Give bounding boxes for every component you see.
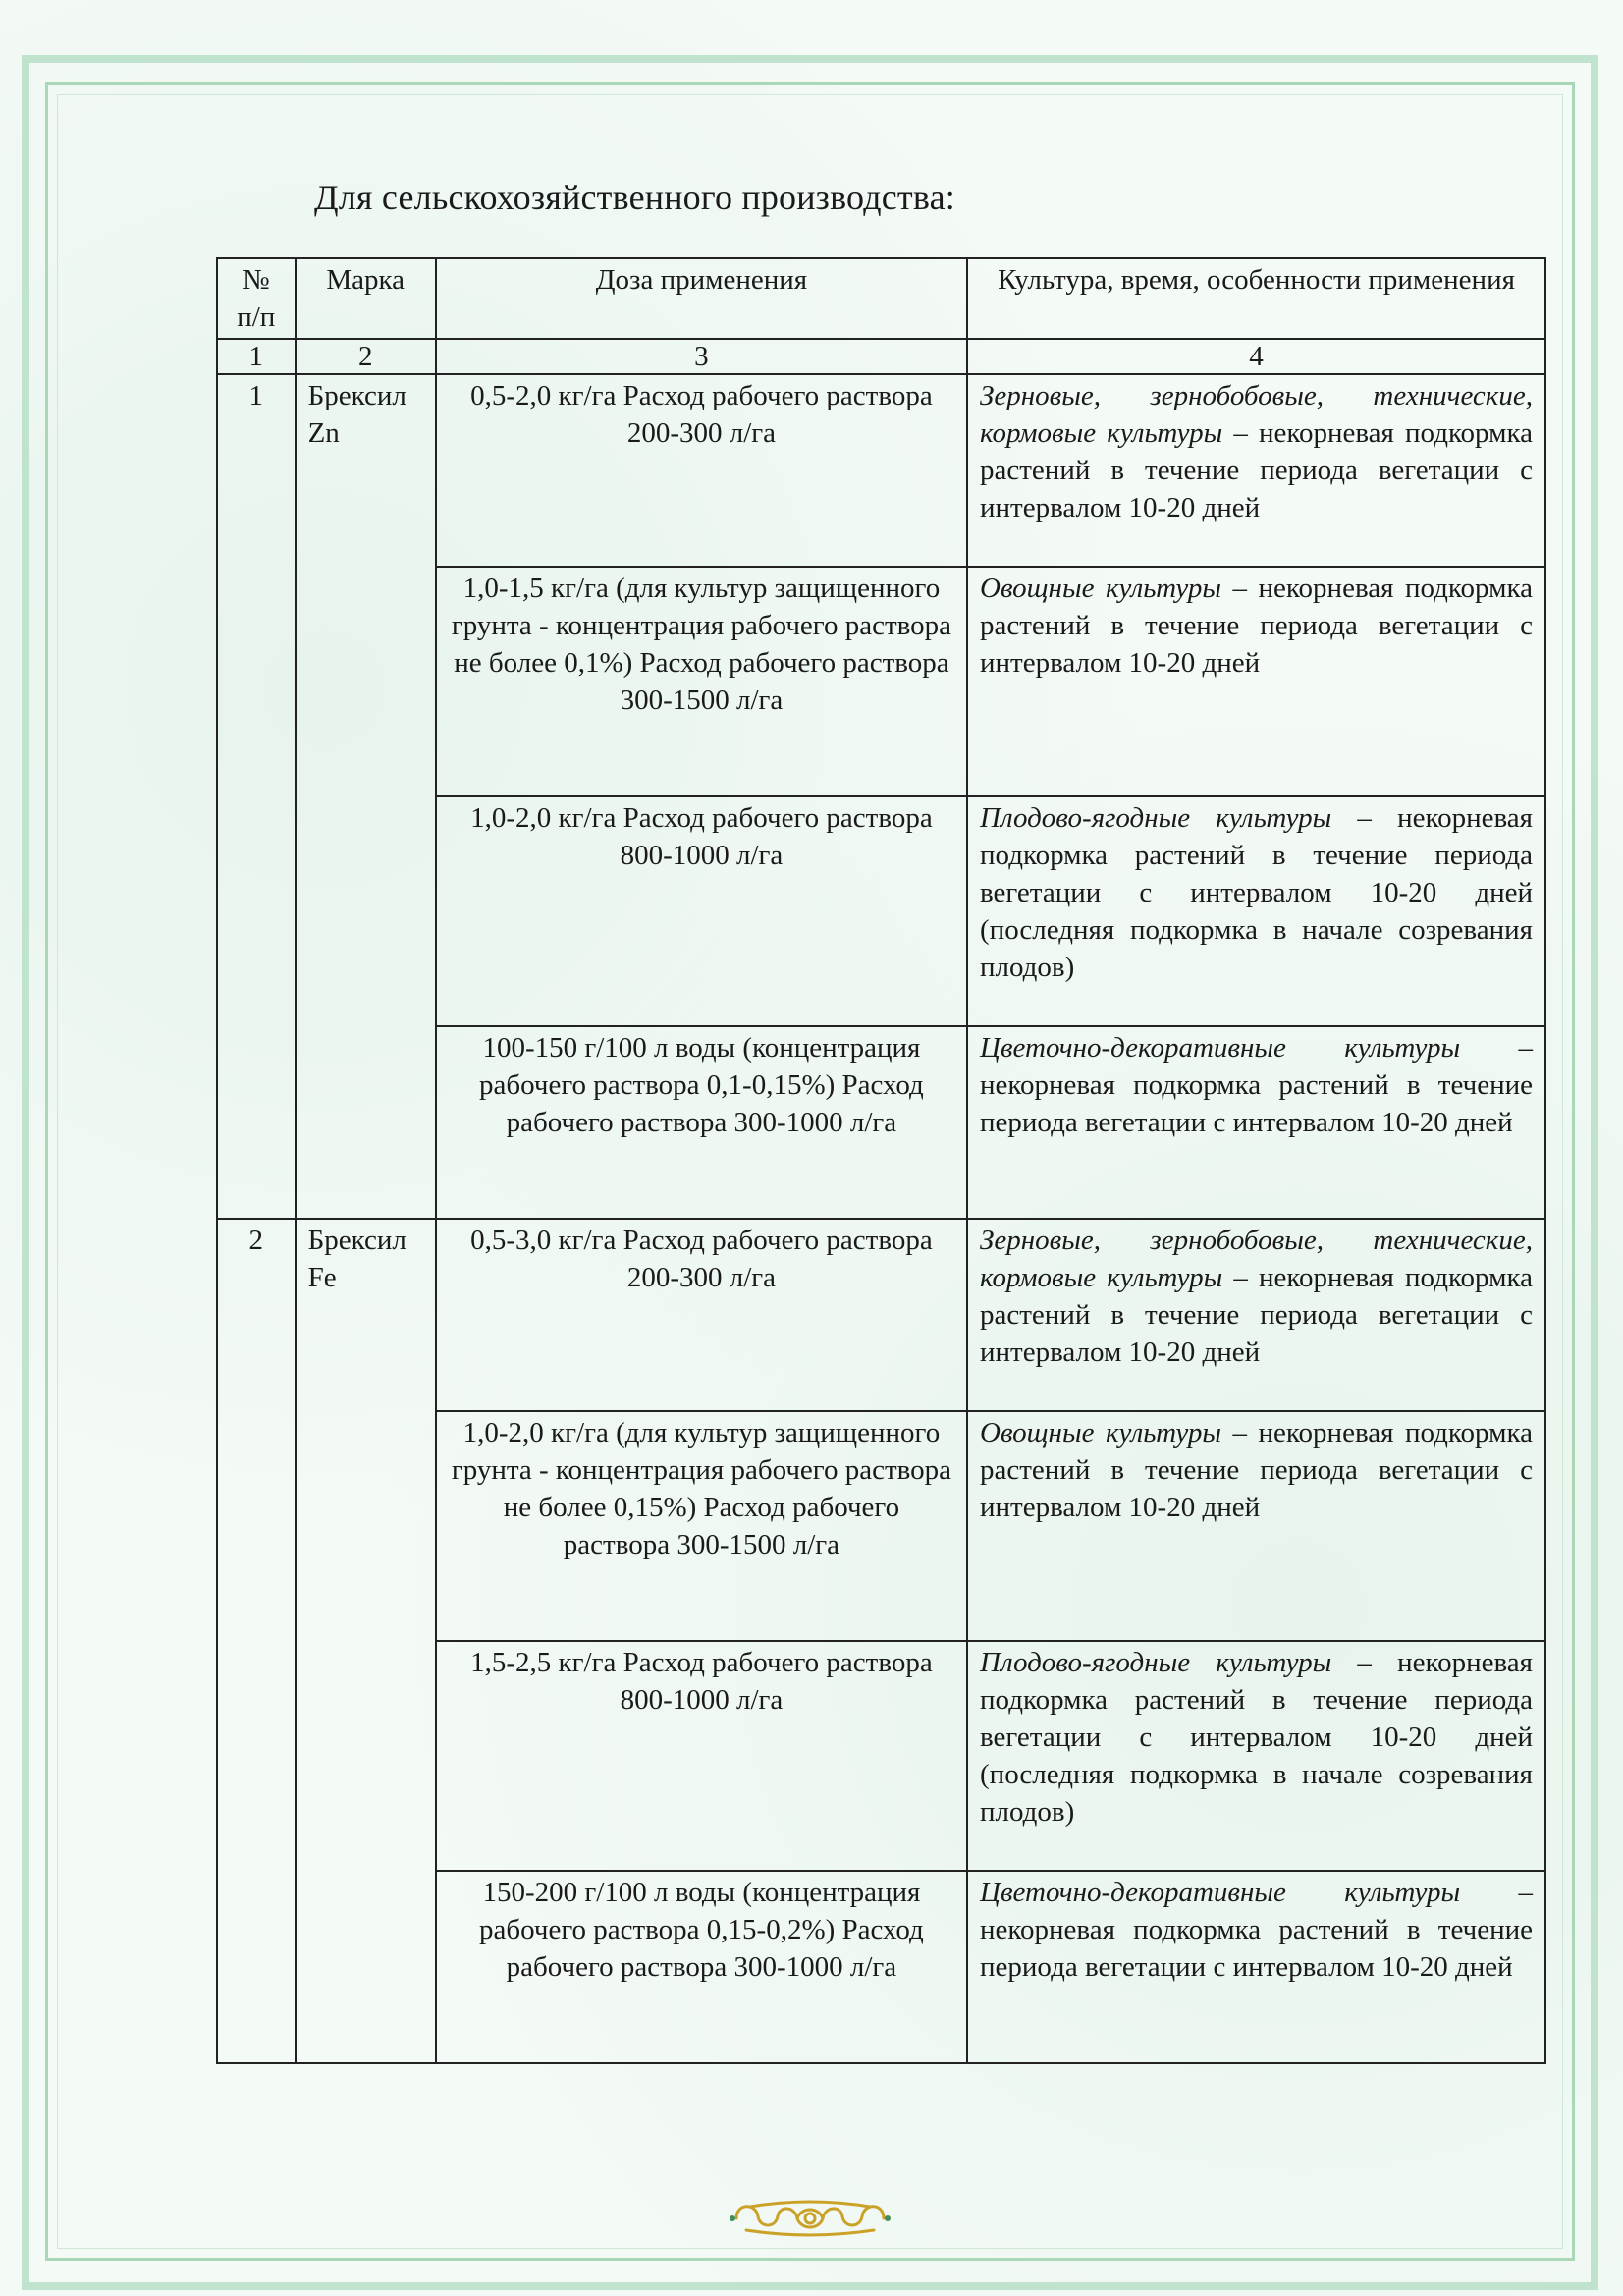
crop-name: Овощные культуры xyxy=(980,1417,1221,1449)
crop-description: – некорневая подкормка растений в течение периода вегетации с интервалом 10-20 дней xyxy=(980,1262,1533,1368)
crop-cell xyxy=(967,1871,1545,2063)
product-number: 2 xyxy=(217,1219,296,2063)
crop-cell xyxy=(967,1219,1545,1411)
crop-cell xyxy=(967,567,1545,796)
dose-cell: 100-150 г/100 л воды (концентрация рабочего раствора 0,1-0,15%) Расход рабочего раствора 300-1000 л/га xyxy=(436,1026,967,1219)
crop-description: – некорневая подкормка растений в течение периода вегетации с интервалом 10-20 дней xyxy=(980,417,1533,523)
table-header-row xyxy=(217,258,1545,339)
dose-cell: 1,5-2,5 кг/га Расход рабочего раствора 800-1000 л/га xyxy=(436,1641,967,1871)
crop-name: Зерновые, зернобобовые, технические, кормовые культуры xyxy=(980,1225,1533,1293)
header-brand: Марка xyxy=(296,258,436,339)
crop-cell xyxy=(967,374,1545,567)
header-crop: Культура, время, особенности применения xyxy=(967,258,1545,339)
crop-description: – некорневая подкормка растений в течение периода вегетации с интервалом 10-20 дней xyxy=(980,1417,1533,1523)
dose-cell: 1,0-1,5 кг/га (для культур защищенного грунта - концентрация рабочего раствора не более 0,1%) Расход рабочего раствора 300-1500 л/га xyxy=(436,567,967,796)
column-number: 4 xyxy=(967,339,1545,374)
crop-name: Цветочно-декоративные культуры xyxy=(980,1877,1461,1908)
crop-description: – некорневая подкормка растений в течение периода вегетации с интервалом 10-20 дней xyxy=(980,1877,1533,1983)
crop-name: Плодово-ягодные культуры xyxy=(980,1647,1332,1678)
header-num: № п/п xyxy=(217,258,296,339)
product-number: 1 xyxy=(217,374,296,1219)
decorative-ornament-icon xyxy=(727,2195,893,2242)
crop-description: – некорневая подкормка растений в течение периода вегетации с интервалом 10-20 дней (последняя подкормка в начале созревания плодов) xyxy=(980,1647,1533,1828)
dose-cell: 0,5-3,0 кг/га Расход рабочего раствора 200-300 л/га xyxy=(436,1219,967,1411)
crop-name: Плодово-ягодные культуры xyxy=(980,802,1332,834)
crop-name: Овощные культуры xyxy=(980,573,1221,604)
crop-cell xyxy=(967,796,1545,1026)
table-row xyxy=(217,374,1545,567)
column-number: 2 xyxy=(296,339,436,374)
crop-description: – некорневая подкормка растений в течение периода вегетации с интервалом 10-20 дней (последняя подкормка в начале созревания плодов) xyxy=(980,802,1533,983)
crop-description: – некорневая подкормка растений в течение периода вегетации с интервалом 10-20 дней xyxy=(980,573,1533,679)
crop-name: Цветочно-декоративные культуры xyxy=(980,1032,1461,1064)
column-number: 1 xyxy=(217,339,296,374)
crop-cell xyxy=(967,1411,1545,1641)
product-brand: Брексил Fe xyxy=(296,1219,436,2063)
dose-cell: 150-200 г/100 л воды (концентрация рабочего раствора 0,15-0,2%) Расход рабочего раствора 300-1000 л/га xyxy=(436,1871,967,2063)
product-brand: Брексил Zn xyxy=(296,374,436,1219)
crop-description: – некорневая подкормка растений в течение периода вегетации с интервалом 10-20 дней xyxy=(980,1032,1533,1138)
dose-cell: 0,5-2,0 кг/га Расход рабочего раствора 200-300 л/га xyxy=(436,374,967,567)
crop-name: Зерновые, зернобобовые, технические, кормовые культуры xyxy=(980,380,1533,449)
dose-cell: 1,0-2,0 кг/га Расход рабочего раствора 800-1000 л/га xyxy=(436,796,967,1026)
crop-cell xyxy=(967,1026,1545,1219)
header-dose: Доза применения xyxy=(436,258,967,339)
crop-cell xyxy=(967,1641,1545,1871)
application-table xyxy=(216,257,1546,2064)
dose-cell: 1,0-2,0 кг/га (для культур защищенного грунта - концентрация рабочего раствора не более 0,15%) Расход рабочего раствора 300-1500 л/га xyxy=(436,1411,967,1641)
column-number: 3 xyxy=(436,339,967,374)
document-title: Для сельскохозяйственного производства: xyxy=(314,178,955,217)
table-column-numbers-row xyxy=(217,339,1545,374)
table-row xyxy=(217,1219,1545,1411)
